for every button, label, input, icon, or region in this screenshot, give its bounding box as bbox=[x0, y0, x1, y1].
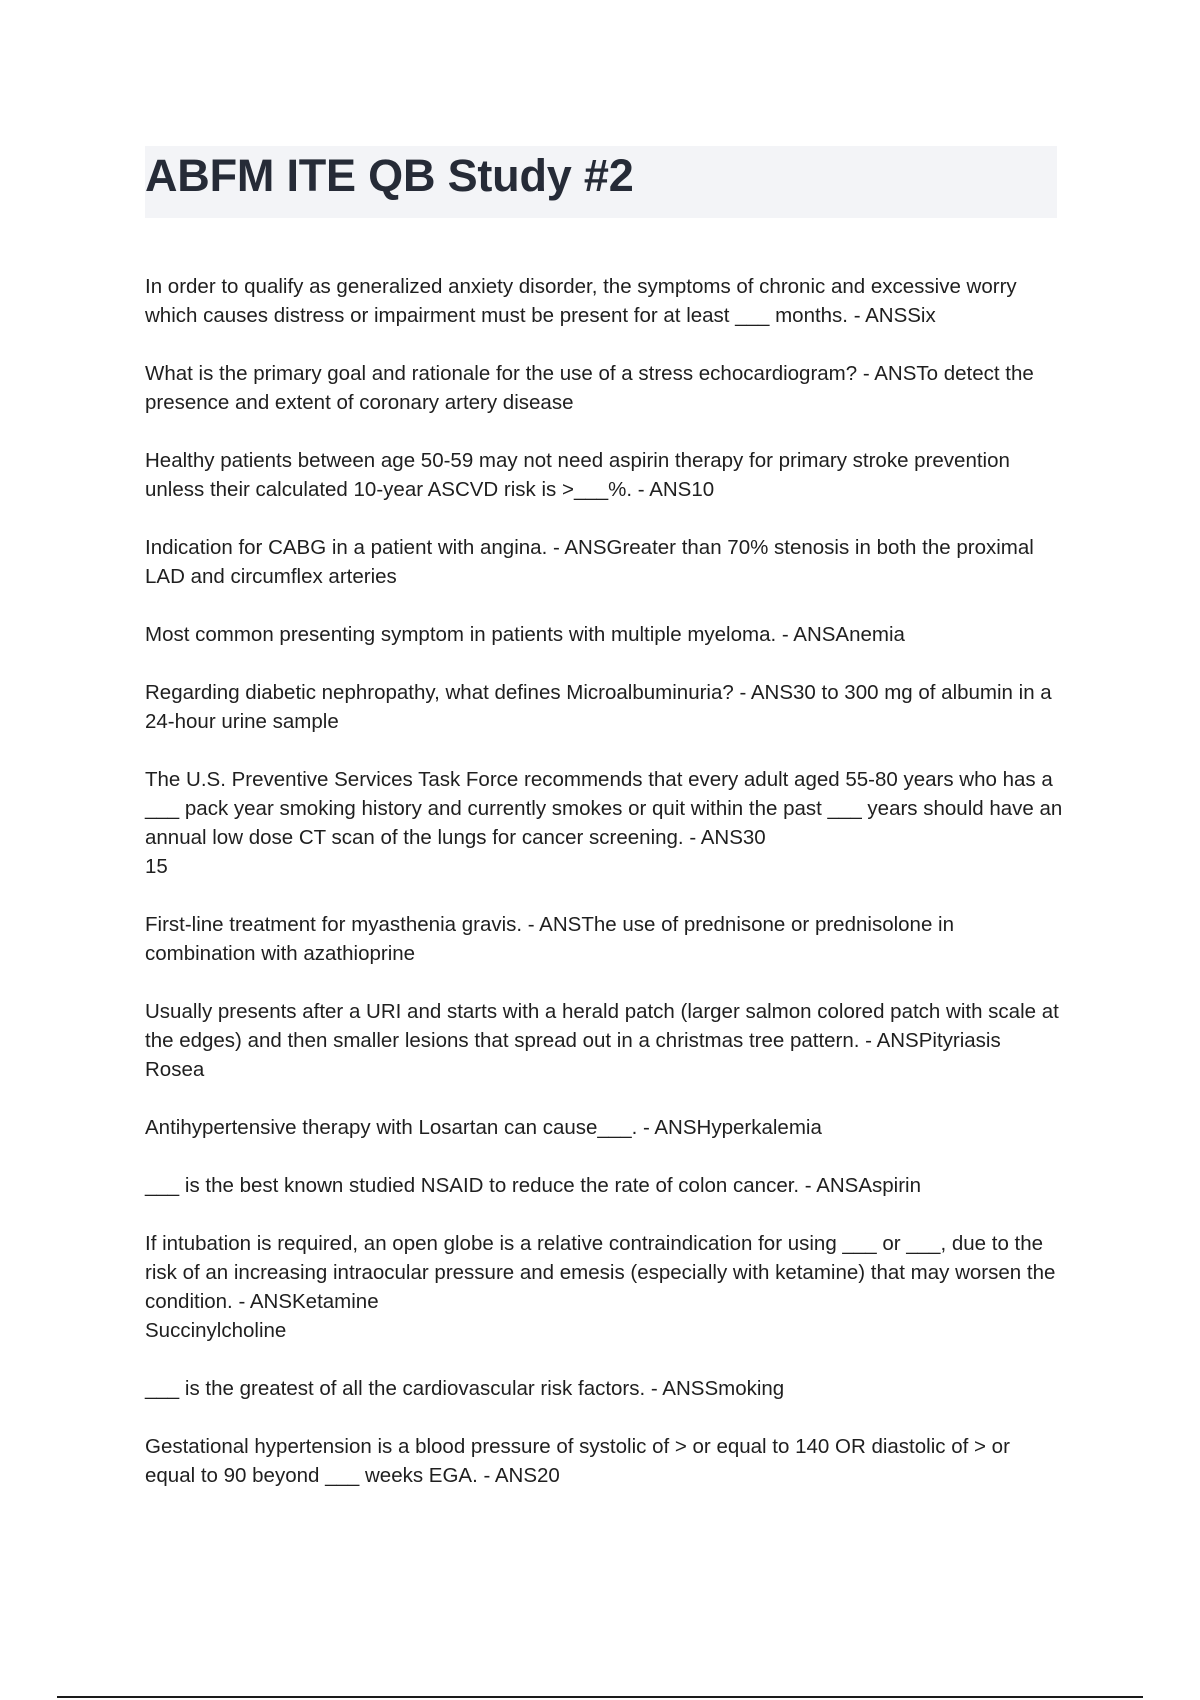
footer-divider bbox=[57, 1696, 1143, 1698]
qa-item: Gestational hypertension is a blood pressure of systolic of > or equal to 140 OR diastolic of > or equal to 90 beyond ___ weeks EGA. - ANS20 bbox=[145, 1435, 1010, 1487]
qa-item: Most common presenting symptom in patients with multiple myeloma. - ANSAnemia bbox=[145, 623, 905, 646]
qa-item: Indication for CABG in a patient with angina. - ANSGreater than 70% stenosis in both the proximal LAD and circumflex arteries bbox=[145, 536, 1034, 588]
qa-item: What is the primary goal and rationale for the use of a stress echocardiogram? - ANSTo detect the presence and extent of coronary artery disease bbox=[145, 362, 1034, 414]
qa-item: Usually presents after a URI and starts with a herald patch (larger salmon colored patch with scale at the edges) and then smaller lesions that spread out in a christmas tree pattern. - ANSPityriasis Rosea bbox=[145, 1000, 1059, 1081]
page-title: ABFM ITE QB Study #2 bbox=[145, 150, 634, 201]
qa-item: Healthy patients between age 50-59 may not need aspirin therapy for primary stroke prevention unless their calculated 10-year ASCVD risk is >___%. - ANS10 bbox=[145, 449, 1010, 501]
qa-item: Regarding diabetic nephropathy, what defines Microalbuminuria? - ANS30 to 300 mg of albumin in a 24-hour urine sample bbox=[145, 681, 1052, 733]
qa-item: Antihypertensive therapy with Losartan can cause___. - ANSHyperkalemia bbox=[145, 1116, 822, 1139]
qa-item: First-line treatment for myasthenia gravis. - ANSThe use of prednisone or prednisolone in combination with azathioprine bbox=[145, 913, 954, 965]
qa-item: ___ is the greatest of all the cardiovascular risk factors. - ANSSmoking bbox=[145, 1377, 785, 1400]
qa-item: ___ is the best known studied NSAID to reduce the rate of colon cancer. - ANSAspirin bbox=[145, 1174, 922, 1197]
qa-item: If intubation is required, an open globe is a relative contraindication for using ___ or ___, due to the risk of an increasing intraocular pressure and emesis (especially with ketamine) that may worsen the condition. - ANSKetamine Succinylcholine bbox=[145, 1232, 1056, 1342]
qa-list bbox=[145, 272, 1065, 1519]
qa-item: The U.S. Preventive Services Task Force recommends that every adult aged 55-80 years who has a ___ pack year smoking history and currently smokes or quit within the past ___ years should have an annual low dose CT scan of the lungs for cancer screening. - ANS30 15 bbox=[145, 768, 1063, 878]
qa-item: In order to qualify as generalized anxiety disorder, the symptoms of chronic and excessive worry which causes distress or impairment must be present for at least ___ months. - ANSSix bbox=[145, 275, 1017, 327]
